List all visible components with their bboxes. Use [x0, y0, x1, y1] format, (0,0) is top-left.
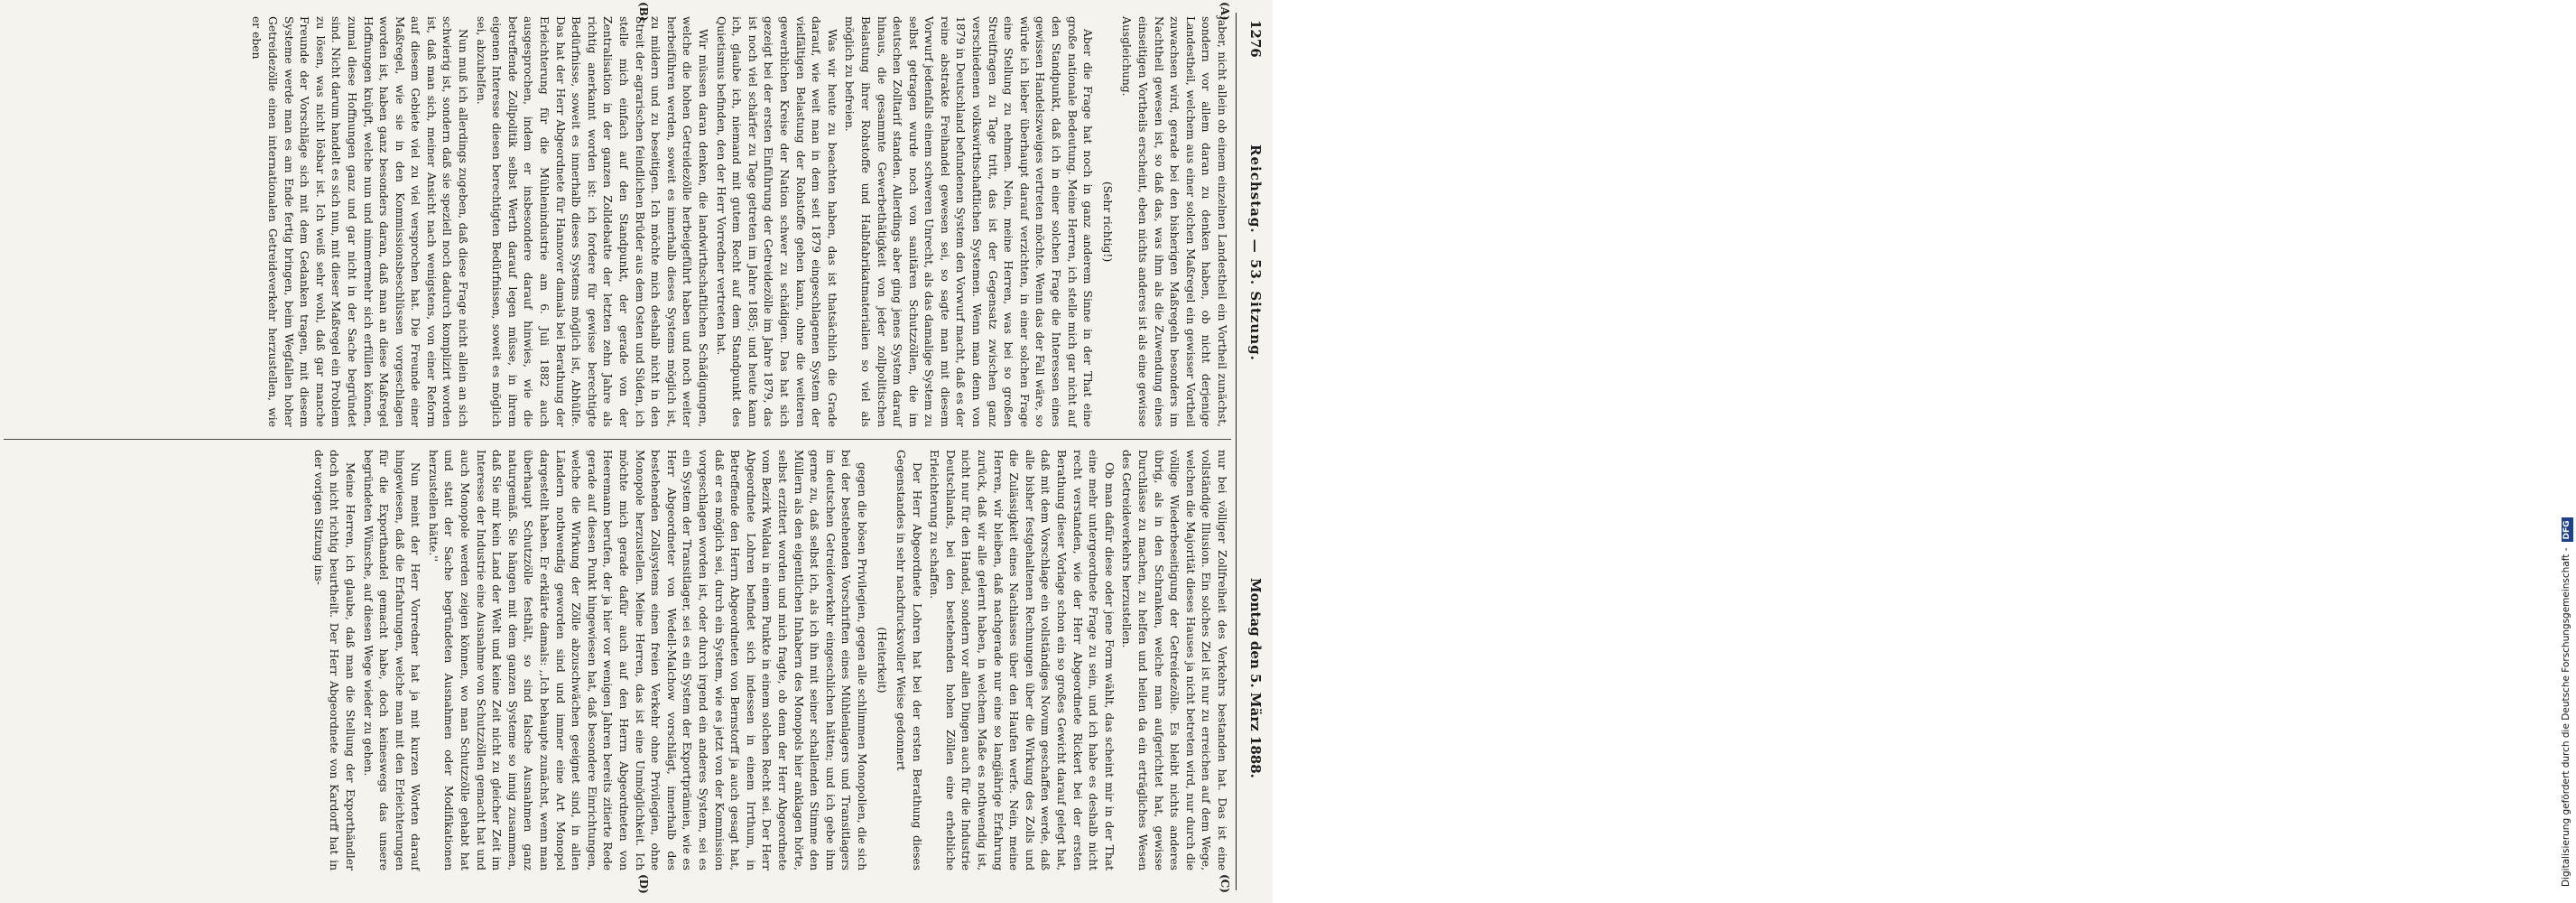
paragraph: Was wir heute zu beachten haben, das ist thatsächlich die Grade darauf, wie weit man in dem seit 1879 eingeschlagenen System der vielfältigen Belastung der Rohstoffe gehen kann, ohne die weiteren gewerblichen Kreise der Nation schwer zu schädigen. Das hat sich gezeigt bei der ersten Einführung der Getreidezölle im Jahre 1879, das ist noch viel schärfer zu Tage getreten im Jahre 1885; und heute kann ich, glaube ich, niemand mit gutem Recht auf dem Standpunkt des Quietismus befinden, den der Herr Vorredner vertreten hat.	[714, 16, 839, 427]
margin-mark-b: (B)	[637, 2, 650, 22]
left-text-column	[2, 16, 1229, 427]
paragraph: jaber, nicht allein ob einem einzelnen Landestheil ein Vortheil zunächst, sondern vor allem daran zu denken haben, ob nicht derjenige Landestheil, welchem aus einer solchen Maßregel ein gewisser Vortheil zuwachsen wird, gerade bei den bisherigen Maßregeln besonders im Nachtheil gewesen ist, so daß das, was ihm als die Zuwendung eines einseitigen Vortheils erscheint, eben nichts anderes ist als eine gewisse Ausgleichung.	[1120, 16, 1228, 427]
margin-mark-d: (D)	[637, 874, 650, 894]
paragraph: gegen die bösen Privilegien, gegen alle schlimmen Monopolien, die sich bei der bestehenden Vorschriften eines Mühlenlagers und Transitlagers im deutschen Getreideverkehr eingeschlichen hätten; und ich gebe ihm gerne zu, daß selbst ich, als ich ihn mit seiner schallenden Stimme den Müllern als den eigentlichen Inhabern des Monopols hier anklagen hörte, selbst erzittert worden und mich fragte, ob denn der Herr Abgeordnete vom Bezirk Waldau in einem Punkte in einem solchen Recht sei. Der Herr Abgeordnete Lohren befindet sich indessen in einem Irrthum, in Betreffende den Herrn Abgeordneten von Bernstorff ja auch gesagt hat, daß er es möglich sei, durch ein System, wie es jetzt von der Kommission vorgeschlagen worden ist, oder durch irgend ein anderes System, sei es ein System der Transitlager, sei es ein System der Exportprämien, wie es Herr Abgeordneter von Wedell-Malchow vorschlägt, innerhalb des bestehenden Zollsystems einen freien Verkehr ohne Privilegien, ohne Monopole herzustellen. Meine Herren, das ist eine Unmöglichkeit. Ich möchte mich gerade dafür auch auf den Herrn Abgeordneten von Heeremann berufen, der ja hier vor wenigen Jahren bereits zitierte Rede gerade auf diesen Punkt hingewiesen hat, daß besondere Einrichtungen, welche die Wirkung der Zölle abzuschwächen geeignet sind, in allen Ländern nothwendig geworden sind und immer eine Art Monopol dargestellt haben. Er erklärte damals: ,,Ich behaupte zunächst, wenn man überhaupt Schutzzölle festhält, so sind falsche Ausnahmen ganz naturgemäß. Sie hängen mit dem ganzen Systeme so innig zusammen, daß Sie mir kein Land der Welt und keine Zeit nicht zu gleicher Zeit im Interesse der Industrie eine Ausnahme von Schutzzöllen gemacht hat und auch Monopole werden zeigen können, wo man Schutzzölle gehabt hat und statt der Sache begründeten Ausnahmen oder Modifikationen herzustellen hätte.''	[426, 450, 868, 870]
footer-strip	[1273, 0, 2571, 903]
footer-credit-text: Digitalisierung gefördert durch die Deutsche Forschungsgemeinschaft -	[2561, 547, 2571, 887]
margin-mark-c: (C)	[1219, 874, 1231, 893]
interjection: (Sehr richtig!)	[1100, 181, 1114, 263]
dfg-logo: DFG	[2562, 517, 2573, 542]
paragraph: nur bei völliger Zollfreiheit des Verkehrs bestanden hat. Das ist eine vollständige Illusion. Ein solches Ziel ist nur zu erreichen auf dem Wege, welchen die Majorität dieses Hauses ja nicht betreten wird, nur durch die völlige Wiederbeseitigung der Getreidezölle. Es bleibt nichts anderes übrig, als in den Schranken, welche man aufgerichtet hat, gewisse Durchlässe zu machen, zu helfen und heilen da ein erträgliches Wesen des Getreideverkehrs herzustellen.	[1120, 450, 1228, 870]
margin-mark-a: (A)	[1219, 2, 1231, 21]
paragraph: Meine Herren, ich glaube, daß man die Stellung der Exporthändler doch nicht richtig beurtheilt. Der Herr Abgeordnete von Kardorff hat in der vorigen Sitzung ins-	[311, 450, 357, 870]
interjection: (Heiterkeit)	[875, 627, 888, 694]
footer-credit	[2556, 0, 2576, 903]
page-number: 1276	[1247, 20, 1264, 58]
header-rule	[1236, 13, 1237, 890]
column-divider	[4, 439, 1231, 440]
page-date: Montag den 5. März 1888.	[1247, 578, 1264, 778]
paragraph: Wir müssen daran denken, die landwirthschaftlichen Schädigungen, welche die hohen Getreidezölle herbeigeführt haben und noch weiter herbeiführen werden, soweit es innerhalb dieses Systems möglich ist, zu mildern und zu beseitigen. Ich möchte mich deshalb nicht in den Streit der agrarischen feindlichen Brüder aus dem Osten und Süden, ich stelle mich einfach auf den Standpunkt, der gerade von der Zentralisation in der ganzen Zolldebatte der letzten zehn Jahre als richtig anerkannt worden ist: ich fordere für gewisse berechtigte Bedürfnisse, soweit es innerhalb dieses Systems möglich ist, Abhülfe. Das hat der Herr Abgeordnete für Hannover damals bei Berathung der Erleichterung für die Mühlenindustrie am 6. Juli 1882 auch ausgesprochen, indem er insbesondere darauf hinwies, wie die betreffende Zollpolitik selbst Werth darauf legen müsse, in ihrem eigenen Interesse diesen berechtigten Bedürfnissen, soweit es möglich sei, abzuhelfen.	[474, 16, 709, 427]
paragraph: Nun muß ich allerdings zugeben, daß diese Frage nicht allein an sich schwierig ist, sondern daß sie speziell noch dadurch komplizirt worden ist, daß man sich, meiner Ansicht nach wenigstens, von einer Reform auf diesem Gebiete viel zu viel versprochen hat. Die Freunde einer Maßregel, wie sie in den Kommissionsbeschlüssen vorgeschlagen worden ist, haben ganz besonders daran, daß man an diese Maßregel Hoffnungen knüpft, welche nun und nimmermehr sich erfüllen können, zumal diese Hoffnungen ganz und gar nicht in der Sache begründet sind. Nicht darum handelt es sich nun, mit dieser Maßregel ein Problem zu lösen, was nicht lösbar ist. Ich weiß sehr wohl, daß gar manche Freunde der Vorschläge sich mit dem Gedanken tragen, mit diesem Systeme werde man es am Ende fertig bringen, beim Wegfallen hoher Getreidezölle einen internationalen Getreideverkehr herzustellen, wie er eben	[250, 16, 470, 427]
paragraph: Aber die Frage hat noch in ganz anderem Sinne in der That eine große nationale Bedeutung. Meine Herren, ich stelle mich gar nicht auf den Standpunkt, daß ich in einer solchen Frage die Interessen eines gewissen Handelszweiges vertreten möchte. Wenn das der Fall wäre, so würde ich lieber überhaupt darauf verzichten, in einer solchen Frage eine Stellung zu nehmen. Nein, meine Herren, was bei so großen Streitfragen zu Tage tritt, das ist der Gegensatz zwischen ganz verschiedenen volkswirthschaftlichen Systemen. Wenn man denn von 1879 in Deutschland befundenen System den Vorwurf macht, daß es der reine abstrakte Freihandel gewesen sei, so sagte man mit diesem Vorwurf jedenfalls einem schweren Unrecht, als das damalige System zu selbst getragen wurde noch von sanitären Schutzzöllen, die im deutschen Zolltarif standen. Allerdings aber ging jenes System darauf hinaus, die gesammte Gewerbethätigkeit von jeder zollpolitischen Belastung ihrer Rohstoffe und Halbfabrikatmaterialien so viel als möglich zu befreien.	[843, 16, 1095, 427]
page-title: Reichstag. — 53. Sitzung.	[1247, 144, 1264, 361]
paragraph: Der Herr Abgeordnete Lohren hat bei der ersten Berathung dieses Gegenstandes in sehr nachdrucksvoller Weise gedonnert	[894, 450, 923, 870]
right-text-column	[2, 450, 1229, 870]
newspaper-page	[0, 0, 1273, 903]
paragraph: Nun meint der Herr Vorredner hat ja mit kurzen Worten darauf hingewiesen, daß die Erfahrungen, welche man mit den Erleichterungen für die Exporthandel gemacht habe, doch keineswegs das unsere begründeten Wünsche, auf diesen Wege wieder zu gehen.	[361, 450, 422, 870]
paragraph: Ob man dafür diese oder jene Form wählt, das scheint mir in der That eine mehr untergeordnete Frage zu sein, und ich habe es deshalb nicht recht verstanden, wie der Herr Abgeordnete Rickert bei der ersten Berathung dieser Vorlage schon ein so großes Gewicht darauf gelegt hat, daß mit dem Vorschlage ein vollständiges Novum geschaffen werde, daß alle bisher festgehaltenen Rechnungen über die Wirkung des Zolls und die Zulässigkeit eines Nachlasses über den Haufen werfe. Nein, meine Herren, wir bleiben, daß nachgerade nur eine so langjährige Erfahrung zurück, daß wir alle gelernt haben, in welchem Maße es nothwendig ist, nicht nur für den Handel, sondern vor allen Dingen auch für die Industrie Deutschlands, bei den bestehenden hohen Zöllen eine erhebliche Erleichterung zu schaffen.	[928, 450, 1116, 870]
